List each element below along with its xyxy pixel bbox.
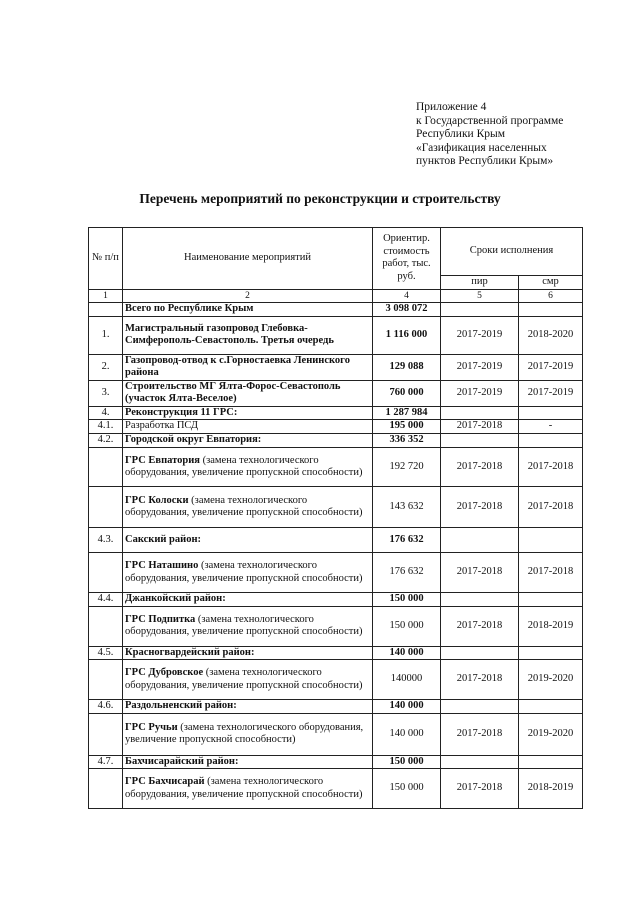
row-pir [441, 406, 519, 420]
row-number [89, 606, 123, 646]
row-smr: 2018-2019 [519, 606, 583, 646]
table-row [89, 316, 583, 354]
row-name-bold: Строительство МГ Ялта-Форос-Севастополь (участок Ялта-Веселое) [125, 380, 341, 404]
measures-table [88, 227, 583, 809]
row-smr [519, 700, 583, 714]
row-number [89, 660, 123, 700]
row-pir: 2017-2018 [441, 487, 519, 528]
row-pir: 2017-2018 [441, 713, 519, 755]
row-smr: - [519, 420, 583, 434]
row-name-text: Разработка ПСД [125, 420, 199, 432]
row-pir: 2017-2018 [441, 606, 519, 646]
row-number [89, 553, 123, 593]
row-name-text: (замена технологического оборудования, увеличение пропускной способности) [125, 613, 363, 637]
row-smr [519, 646, 583, 660]
row-smr [519, 593, 583, 607]
row-cost: 760 000 [373, 380, 441, 406]
row-cost: 140000 [373, 660, 441, 700]
row-smr: 2017-2019 [519, 380, 583, 406]
table-row [89, 713, 583, 755]
col-number: 2 [123, 289, 373, 303]
row-pir: 2017-2019 [441, 316, 519, 354]
row-number [89, 769, 123, 809]
row-smr [519, 303, 583, 317]
row-smr [519, 755, 583, 769]
row-pir: 2017-2018 [441, 448, 519, 487]
row-number [89, 487, 123, 528]
row-cost: 336 352 [373, 434, 441, 448]
row-name-text: (замена технологического оборудования, увеличение пропускной способности) [125, 667, 363, 691]
row-smr: 2019-2020 [519, 660, 583, 700]
appendix-note [416, 101, 626, 169]
appendix-line: к Государственной программе [416, 114, 564, 127]
row-name-bold: Городской округ Евпатория: [125, 434, 262, 446]
row-pir [441, 528, 519, 553]
row-number [89, 713, 123, 755]
header-cost: Ориентир. стоимость работ, тыс. руб. [373, 228, 441, 290]
row-smr: 2018-2019 [519, 769, 583, 809]
appendix-line: Республики Крым [416, 128, 505, 140]
row-pir [441, 593, 519, 607]
row-cost: 140 000 [373, 646, 441, 660]
table-row [89, 660, 583, 700]
row-name-bold: Сакский район: [125, 533, 201, 545]
row-name [123, 448, 373, 487]
row-cost: 150 000 [373, 606, 441, 646]
row-pir: 2017-2018 [441, 420, 519, 434]
row-name [123, 755, 373, 769]
row-pir: 2017-2018 [441, 553, 519, 593]
row-name-text: (замена технологического оборудования, увеличение пропускной способности) [125, 560, 363, 584]
row-smr: 2017-2018 [519, 448, 583, 487]
row-name [123, 434, 373, 448]
row-name-bold: Красногвардейский район: [125, 646, 255, 658]
row-name-bold: Бахчисарайский район: [125, 755, 239, 767]
row-name [123, 420, 373, 434]
table-row [89, 406, 583, 420]
appendix-line: «Газификация населенных [416, 141, 547, 154]
row-number: 4.4. [89, 593, 123, 607]
row-number: 4.6. [89, 700, 123, 714]
row-name [123, 406, 373, 420]
row-name [123, 354, 373, 380]
row-smr: 2017-2018 [519, 487, 583, 528]
row-name-bold: Магистральный газопровод Глебовка-Симферополь-Севастополь. Третья очередь [125, 322, 334, 346]
row-name [123, 606, 373, 646]
col-number: 1 [89, 289, 123, 303]
table-row [89, 420, 583, 434]
appendix-line: Приложение 4 [416, 101, 487, 113]
row-name [123, 769, 373, 809]
header-num: № п/п [89, 228, 123, 290]
row-name-bold: Всего по Республике Крым [125, 303, 254, 314]
table-row [89, 354, 583, 380]
row-name-text: (замена технологического оборудования, увеличение пропускной способности) [125, 776, 363, 800]
row-smr [519, 434, 583, 448]
row-name-text: (замена технологического оборудования, увеличение пропускной способности) [125, 494, 363, 518]
table-row [89, 528, 583, 553]
row-name-bold: ГРС Наташино [125, 560, 199, 571]
row-name-bold: Реконструкция 11 ГРС: [125, 406, 238, 418]
row-cost: 129 088 [373, 354, 441, 380]
row-name [123, 316, 373, 354]
col-number: 5 [441, 289, 519, 303]
row-smr [519, 406, 583, 420]
row-name-bold: ГРС Бахчисарай [125, 776, 205, 787]
row-name-bold: Джанкойский район: [125, 593, 226, 604]
row-number: 4. [89, 406, 123, 420]
row-pir: 2017-2019 [441, 380, 519, 406]
row-cost: 150 000 [373, 755, 441, 769]
row-number: 4.3. [89, 528, 123, 553]
row-number: 1. [89, 316, 123, 354]
row-smr: 2019-2020 [519, 713, 583, 755]
row-smr: 2018-2020 [519, 316, 583, 354]
header-pir: пир [441, 276, 519, 290]
table-row [89, 303, 583, 317]
row-name [123, 713, 373, 755]
row-cost: 140 000 [373, 700, 441, 714]
row-name [123, 528, 373, 553]
row-cost: 176 632 [373, 528, 441, 553]
row-pir [441, 755, 519, 769]
row-pir [441, 434, 519, 448]
row-number [89, 448, 123, 487]
row-smr: 2017-2019 [519, 354, 583, 380]
table-row [89, 755, 583, 769]
row-cost: 150 000 [373, 593, 441, 607]
row-number: 3. [89, 380, 123, 406]
table-row [89, 448, 583, 487]
table-row [89, 553, 583, 593]
table-row [89, 434, 583, 448]
row-pir [441, 700, 519, 714]
row-cost: 176 632 [373, 553, 441, 593]
appendix-line: пунктов Республики Крым» [416, 155, 554, 167]
document-title: Перечень мероприятий по реконструкции и строительству [139, 191, 501, 206]
row-smr: 2017-2018 [519, 553, 583, 593]
row-pir: 2017-2018 [441, 660, 519, 700]
row-number: 2. [89, 354, 123, 380]
table-row [89, 606, 583, 646]
row-pir [441, 646, 519, 660]
row-number [89, 303, 123, 317]
header-name: Наименование мероприятий [123, 228, 373, 290]
row-name [123, 553, 373, 593]
row-name [123, 380, 373, 406]
row-pir: 2017-2018 [441, 769, 519, 809]
row-name [123, 487, 373, 528]
table-row [89, 646, 583, 660]
table-row [89, 769, 583, 809]
row-cost: 192 720 [373, 448, 441, 487]
col-number: 4 [373, 289, 441, 303]
row-name-bold: ГРС Колоски [125, 494, 189, 506]
table-row [89, 593, 583, 607]
row-cost: 195 000 [373, 420, 441, 434]
row-number: 4.1. [89, 420, 123, 434]
table-row [89, 487, 583, 528]
row-name-text: (замена технологического оборудования, увеличение пропускной способности) [125, 721, 364, 745]
row-pir: 2017-2019 [441, 354, 519, 380]
row-name-bold: Газопровод-отвод к с.Горностаевка Ленинского района [125, 354, 350, 378]
row-name [123, 660, 373, 700]
row-cost: 1 116 000 [373, 316, 441, 354]
row-smr [519, 528, 583, 553]
row-name-bold: ГРС Евпатория [125, 454, 200, 466]
col-number: 6 [519, 289, 583, 303]
header-terms: Сроки исполнения [441, 228, 583, 276]
row-number: 4.5. [89, 646, 123, 660]
row-number: 4.2. [89, 434, 123, 448]
row-number: 4.7. [89, 755, 123, 769]
row-name [123, 700, 373, 714]
row-cost: 150 000 [373, 769, 441, 809]
row-name [123, 303, 373, 317]
row-cost: 1 287 984 [373, 406, 441, 420]
header-smr: смр [519, 276, 583, 290]
row-cost: 143 632 [373, 487, 441, 528]
row-name [123, 646, 373, 660]
table-row [89, 700, 583, 714]
row-cost: 3 098 072 [373, 303, 441, 317]
row-name-bold: ГРС Подпитка [125, 613, 196, 625]
row-name [123, 593, 373, 607]
row-name-bold: ГРС Дубровское [125, 667, 204, 678]
row-name-bold: Раздольненский район: [125, 700, 237, 711]
row-cost: 140 000 [373, 713, 441, 755]
table-row [89, 380, 583, 406]
row-name-bold: ГРС Ручьи [125, 721, 178, 733]
row-pir [441, 303, 519, 317]
row-name-text: (замена технологического оборудования, увеличение пропускной способности) [125, 454, 363, 478]
